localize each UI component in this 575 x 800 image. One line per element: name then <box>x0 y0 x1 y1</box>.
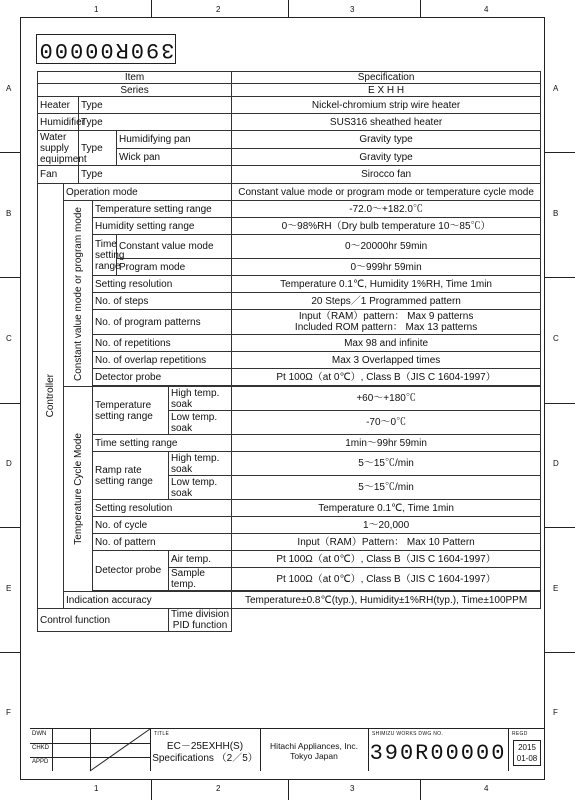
humidifying-pan-value: Gravity type <box>232 131 541 149</box>
company-location: Tokyo Japan <box>290 751 338 761</box>
cyc-time-label: Time setting range <box>93 435 232 452</box>
col-number-1-bottom: 1 <box>94 784 99 793</box>
dwn-label: DWN <box>32 731 47 737</box>
title-block <box>30 728 545 771</box>
date-box <box>513 740 541 766</box>
tick <box>545 277 575 278</box>
indication-value: Temperature±0.8℃(typ.), Humidity±1%RH(typ.), Time±100PPM <box>232 592 541 609</box>
spec-table <box>37 71 541 632</box>
cyc-high-label: High temp. soak <box>169 387 232 411</box>
overlap-value: Max 3 Overlapped times <box>232 352 541 369</box>
humidifier-type: Type <box>79 114 232 131</box>
row-letter-b: B <box>6 209 12 218</box>
header-spec: Specification <box>232 72 541 84</box>
operation-mode-label: Operation mode <box>64 184 232 201</box>
col-number-3: 3 <box>350 5 355 14</box>
cyc-res-label: Setting resolution <box>93 500 232 517</box>
cyc-temp-label: Temperature setting range <box>93 387 169 435</box>
ramp-high-value: 5～15℃/min <box>232 452 541 476</box>
heater-type: Type <box>79 97 232 114</box>
date-month-day: 01-08 <box>516 754 538 763</box>
col-number-1: 1 <box>94 5 99 14</box>
regd-cell: REGD 2015 01-08 <box>508 729 545 771</box>
row-letter-f: F <box>6 708 11 717</box>
tick <box>0 403 20 404</box>
dwg-no-cell: SHIMIZU WORKS DWG NO. 390R00000 <box>368 729 508 771</box>
dwg-number: 390R00000 <box>369 741 507 766</box>
repetitions-label: No. of repetitions <box>93 335 232 352</box>
cyc-high-value: +60～+180℃ <box>232 387 541 411</box>
probe-value: Pt 100Ω（at 0℃）, Class B（JIS C 1604-1997） <box>232 369 541 386</box>
col-number-2: 2 <box>216 5 221 14</box>
row-letter-d: D <box>6 459 12 468</box>
tick <box>151 0 152 17</box>
company-cell <box>260 729 368 771</box>
humidifying-pan: Humidifying pan <box>117 131 232 149</box>
doc-number-box: 390R00000 <box>36 34 176 64</box>
cyc-sample-value: Pt 100Ω（at 0℃）, Class B（JIS C 1604-1997） <box>232 568 541 591</box>
row-letter-f-right: F <box>553 708 558 717</box>
tick <box>0 152 20 153</box>
resolution-label: Setting resolution <box>93 276 232 293</box>
date-year: 2015 <box>518 743 536 752</box>
title-line-1: EC－25EXHH(S) <box>166 741 244 752</box>
cycle-group-label: Temperature Cycle Mode <box>64 387 93 592</box>
tick <box>545 527 575 528</box>
cyc-air-label: Air temp. <box>169 551 232 568</box>
tick <box>545 403 575 404</box>
cyc-sample-label: Sample temp. <box>169 568 232 591</box>
ramp-low-label: Low temp. soak <box>169 476 232 500</box>
cyc-time-value: 1min～99hr 59min <box>232 435 541 452</box>
cyc-pattern-value: Input（RAM）Pattern： Max 10 Pattern <box>232 534 541 551</box>
resolution-value: Temperature 0.1℃, Humidity 1%RH, Time 1min <box>232 276 541 293</box>
steps-label: No. of steps <box>93 293 232 310</box>
row-letter-c: C <box>6 334 12 343</box>
water-label: Water supply equipment <box>38 131 79 166</box>
control-label: Control function <box>38 609 169 632</box>
cyc-low-value: -70～0℃ <box>232 411 541 435</box>
control-value: Time division PID function <box>169 609 232 632</box>
wick-pan-value: Gravity type <box>232 149 541 166</box>
tick <box>0 652 20 653</box>
title-cell: TITLE EC－25EXHH(S) Specifications （2／5） <box>150 729 260 771</box>
tick <box>288 0 289 17</box>
indication-label: Indication accuracy <box>64 592 232 609</box>
time-prog-value: 0～999hr 59min <box>232 259 541 276</box>
fan-label: Fan <box>38 166 79 184</box>
hum-range-label: Humidity setting range <box>93 218 232 235</box>
tick <box>545 652 575 653</box>
col-number-3-bottom: 3 <box>350 784 355 793</box>
tick <box>151 780 152 800</box>
patterns-label: No. of program patterns <box>93 310 232 335</box>
tick <box>420 780 421 800</box>
ramp-high-label: High temp. soak <box>169 452 232 476</box>
diagonal-line-icon <box>90 729 150 771</box>
controller-label: Controller <box>38 184 64 609</box>
temp-range-label: Temperature setting range <box>93 201 232 218</box>
tick <box>0 277 20 278</box>
temp-range-value: -72.0～+182.0℃ <box>232 201 541 218</box>
cyc-low-label: Low temp. soak <box>169 411 232 435</box>
cyc-pattern-label: No. of pattern <box>93 534 232 551</box>
appd-label: APPD <box>32 759 49 765</box>
header-item: Item <box>38 72 232 84</box>
cyc-probe-label: Detector probe <box>93 551 169 591</box>
heater-label: Heater <box>38 97 79 114</box>
humidifier-label: Humidifier <box>38 114 79 131</box>
cycles-value: 1～20,000 <box>232 517 541 534</box>
series-value: E X H H <box>232 84 541 97</box>
row-letter-b-right: B <box>553 209 559 218</box>
patterns-value: Input（RAM）pattern： Max 9 patterns Included ROM pattern： Max 13 patterns <box>232 310 541 335</box>
row-letter-a: A <box>6 84 12 93</box>
probe-label: Detector probe <box>93 369 232 386</box>
cyc-res-value: Temperature 0.1℃, Time 1min <box>232 500 541 517</box>
tick <box>420 0 421 17</box>
col-number-2-bottom: 2 <box>216 784 221 793</box>
ramp-low-value: 5～15℃/min <box>232 476 541 500</box>
ramp-label: Ramp rate setting range <box>93 452 169 500</box>
overlap-label: No. of overlap repetitions <box>93 352 232 369</box>
constant-group-label: Constant value mode or program mode <box>64 201 93 387</box>
heater-value: Nickel-chromium strip wire heater <box>232 97 541 114</box>
col-number-4-bottom: 4 <box>484 784 489 793</box>
series-label: Series <box>38 84 232 97</box>
cyc-air-value: Pt 100Ω（at 0℃）, Class B（JIS C 1604-1997） <box>232 551 541 568</box>
row-letter-a-right: A <box>553 84 559 93</box>
time-prog-label: Program mode <box>117 259 232 276</box>
water-type: Type <box>79 131 117 166</box>
repetitions-value: Max 98 and infinite <box>232 335 541 352</box>
tick <box>0 527 20 528</box>
humidifier-value: SUS316 sheathed heater <box>232 114 541 131</box>
time-range-label: Time setting range <box>93 235 117 276</box>
time-const-value: 0～20000hr 59min <box>232 235 541 259</box>
fan-value: Sirocco fan <box>232 166 541 184</box>
steps-value: 20 Steps／1 Programmed pattern <box>232 293 541 310</box>
tick <box>288 780 289 800</box>
row-letter-d-right: D <box>553 459 559 468</box>
row-letter-e: E <box>6 584 12 593</box>
tick <box>545 152 575 153</box>
hum-range-value: 0～98%RH（Dry bulb temperature 10～85℃） <box>232 218 541 235</box>
col-number-4: 4 <box>484 5 489 14</box>
time-const-label: Constant value mode <box>117 235 232 259</box>
wick-pan: Wick pan <box>117 149 232 166</box>
signoff-grid <box>30 729 150 771</box>
chkd-label: CHKD <box>32 745 50 751</box>
row-letter-e-right: E <box>553 584 559 593</box>
cycles-label: No. of cycle <box>93 517 232 534</box>
fan-type: Type <box>79 166 232 184</box>
row-letter-c-right: C <box>553 334 559 343</box>
title-line-2: Specifications （2／5） <box>152 753 258 764</box>
company-name: Hitachi Appliances, Inc. <box>270 741 358 751</box>
operation-mode-value: Constant value mode or program mode or temperature cycle mode <box>232 184 541 201</box>
